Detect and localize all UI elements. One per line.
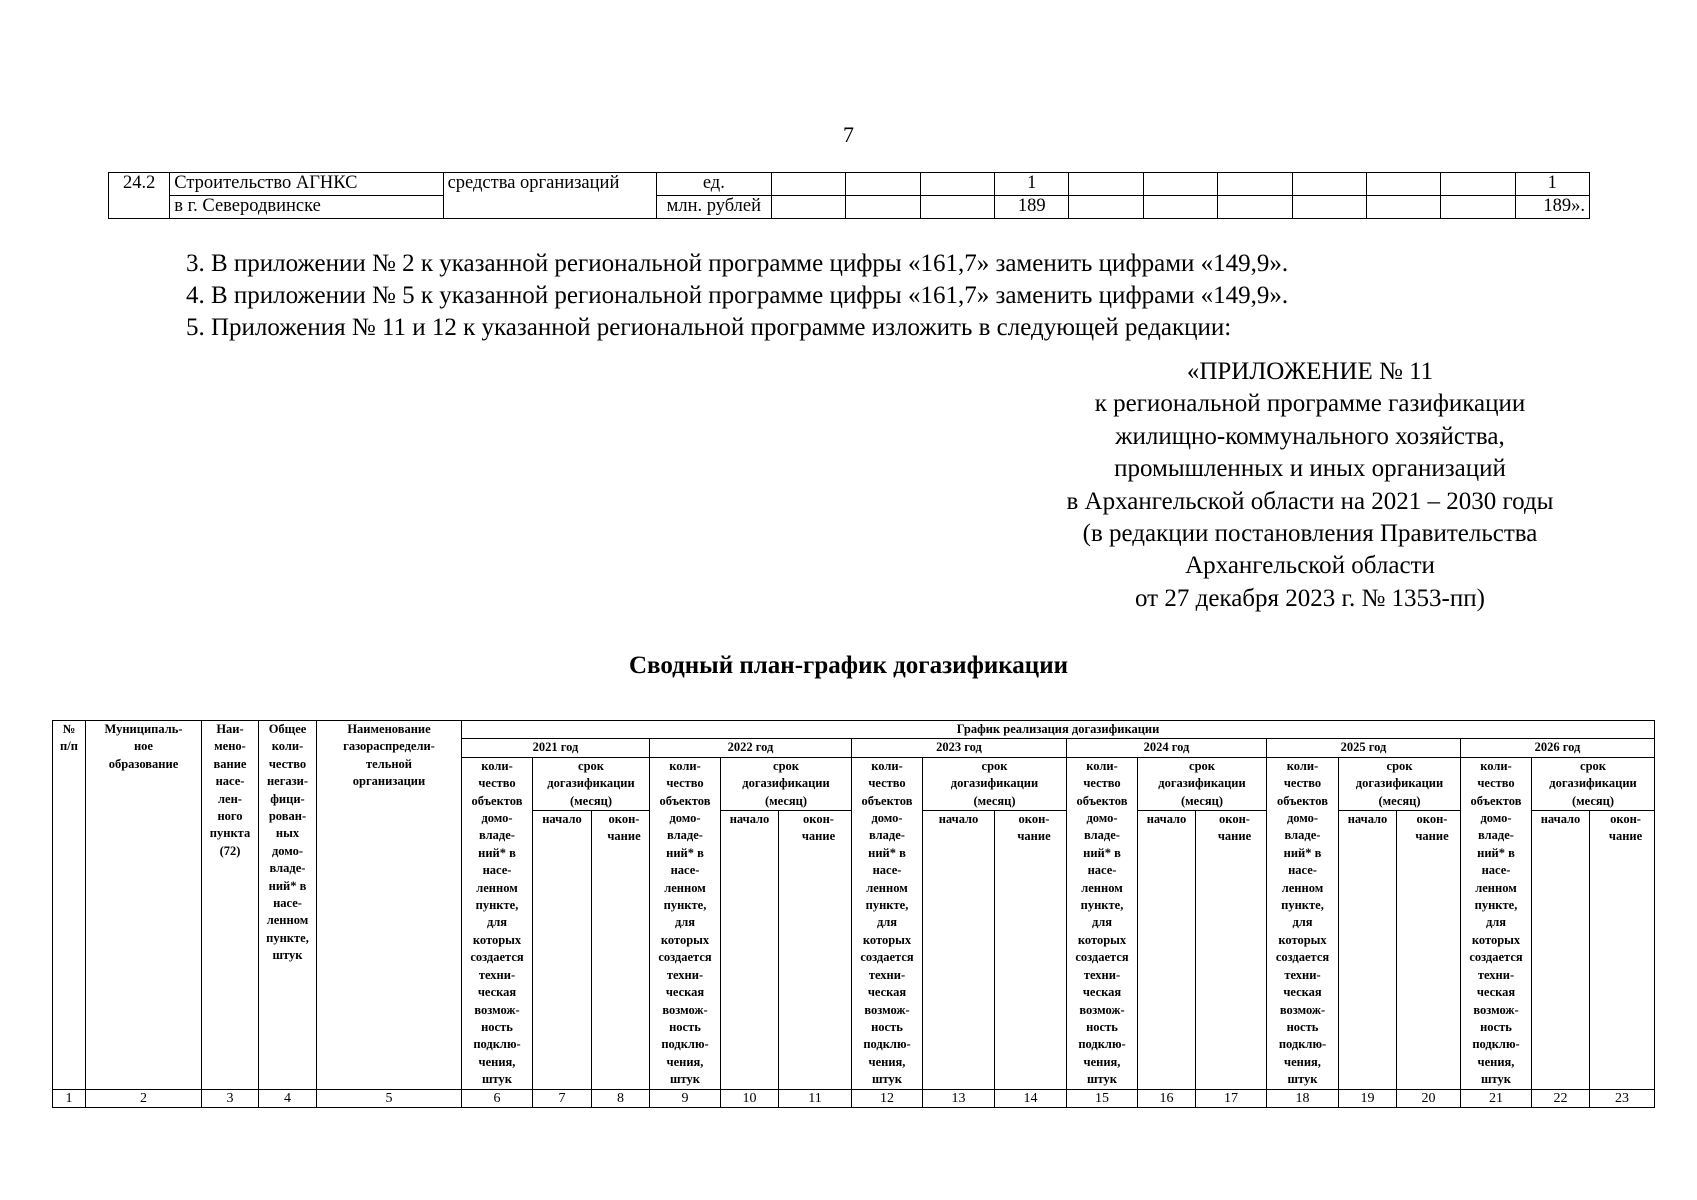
column-number: 1 [53,1089,86,1107]
value-cell: 1 [995,173,1069,196]
count-header: коли- чество объектов домо- владе- ний* в насе- ленном пункте, для которых создается техни- ческая возмож- ность подклю- чения, штук [852,757,923,1089]
unit-cell: ед. [656,173,772,196]
appendix-line: жилищно-коммунального хозяйства, [1115,422,1505,450]
start-header: начало [1138,811,1196,1090]
column-number: 13 [923,1089,995,1107]
funding-source: средства организаций [443,173,656,219]
col-total-header: Общее коли- чество негази- фици- рован- ных домо- владе- ний* в насе- ленном пункте, штук [259,721,317,1090]
appendix-line: от 27 декабря 2023 г. № 1353-пп) [1135,584,1485,612]
appendix-line: (в редакции постановления Правительства [1082,520,1538,548]
budget-table-fragment [108,172,1590,219]
year-header: 2021 год [462,739,650,757]
value-cell: 189». [1515,196,1589,219]
column-number-row [53,1089,1655,1107]
count-header: коли- чество объектов домо- владе- ний* в насе- ленном пункте, для которых создается техни- ческая возмож- ность подклю- чения, штук [1067,757,1138,1089]
end-header: окон- чание [592,811,650,1090]
column-number: 22 [1532,1089,1590,1107]
paragraph-5: 5. Приложения № 11 и 12 к указанной региональной программе изложить в следующей редакции: [186,314,1232,341]
table-row [109,173,1590,196]
year-header: 2024 год [1067,739,1267,757]
start-header: начало [1532,811,1590,1090]
term-header: срок догазификации (месяц) [1532,757,1655,810]
value-cell: 189 [995,196,1069,219]
column-number: 14 [995,1089,1067,1107]
column-number: 10 [721,1089,779,1107]
start-header: начало [533,811,592,1090]
count-header: коли- чество объектов домо- владе- ний* в насе- ленном пункте, для которых создается техни- ческая возмож- ность подклю- чения, штук [1461,757,1532,1089]
unit-cell: млн. рублей [656,196,772,219]
column-number: 5 [317,1089,462,1107]
column-number: 16 [1138,1089,1196,1107]
end-header: окон- чание [995,811,1067,1090]
column-number: 7 [533,1089,592,1107]
year-header: 2026 год [1461,739,1655,757]
row-number: 24.2 [109,173,170,219]
column-number: 4 [259,1089,317,1107]
end-header: окон- чание [1590,811,1655,1090]
appendix-line: промышленных и иных организаций [1114,455,1506,483]
paragraph-3: 3. В приложении № 2 к указанной региональной программе цифры «161,7» заменить цифрами «149,9». [186,250,1289,277]
item-name-line2: в г. Северодвинске [170,196,443,219]
appendix-line: Архангельской области [1185,552,1435,580]
start-header: начало [721,811,779,1090]
start-header: начало [923,811,995,1090]
end-header: окон- чание [1196,811,1267,1090]
column-number: 8 [592,1089,650,1107]
column-number: 15 [1067,1089,1138,1107]
year-header: 2025 год [1267,739,1461,757]
appendix-heading [1000,356,1620,615]
header-row [53,721,1655,739]
term-header: срок догазификации (месяц) [923,757,1067,810]
count-header: коли- чество объектов домо- владе- ний* в насе- ленном пункте, для которых создается техни- ческая возмож- ность подклю- чения, штук [650,757,721,1089]
table-title: Сводный план-график догазификации [628,652,1069,679]
column-number: 6 [462,1089,533,1107]
end-header: окон- чание [1397,811,1461,1090]
column-number: 23 [1590,1089,1655,1107]
column-number: 3 [202,1089,259,1107]
schedule-table [52,720,1655,1108]
page-number: 7 [843,122,854,147]
year-header: 2022 год [650,739,852,757]
column-number: 18 [1267,1089,1339,1107]
column-number: 9 [650,1089,721,1107]
col-gas-org-header: Наименование газораспредели- тельной организации [317,721,462,1090]
count-header: коли- чество объектов домо- владе- ний* в насе- ленном пункте, для которых создается техни- ческая возмож- ность подклю- чения, штук [462,757,533,1089]
appendix-line: к региональной программе газификации [1094,390,1526,418]
column-number: 12 [852,1089,923,1107]
col-num-header: № п/п [53,721,86,1090]
year-header: 2023 год [852,739,1067,757]
value-cell: 1 [1515,173,1589,196]
col-municipality-header: Муниципаль- ное образование [86,721,202,1090]
column-number: 20 [1397,1089,1461,1107]
column-number: 17 [1196,1089,1267,1107]
item-name-line1: Строительство АГНКС [170,173,443,196]
col-settlement-header: Наи- мено- вание насе- лен- ного пункта (72) [202,721,259,1090]
schedule-header: График реализация догазификации [462,721,1655,739]
appendix-line: «ПРИЛОЖЕНИЕ № 11 [1186,358,1434,385]
term-header: срок догазификации (месяц) [1138,757,1267,810]
column-number: 2 [86,1089,202,1107]
column-number: 11 [779,1089,852,1107]
column-number: 19 [1339,1089,1397,1107]
term-header: срок догазификации (месяц) [533,757,650,810]
column-number: 21 [1461,1089,1532,1107]
start-header: начало [1339,811,1397,1090]
term-header: срок догазификации (месяц) [721,757,852,810]
count-header: коли- чество объектов домо- владе- ний* в насе- ленном пункте, для которых создается техни- ческая возмож- ность подклю- чения, штук [1267,757,1339,1089]
appendix-line: в Архангельской области на 2021 – 2030 годы [1066,487,1554,515]
end-header: окон- чание [779,811,852,1090]
table-row [109,196,1590,219]
term-header: срок догазификации (месяц) [1339,757,1461,810]
paragraph-4: 4. В приложении № 5 к указанной региональной программе цифры «161,7» заменить цифрами «149,9». [186,282,1289,309]
